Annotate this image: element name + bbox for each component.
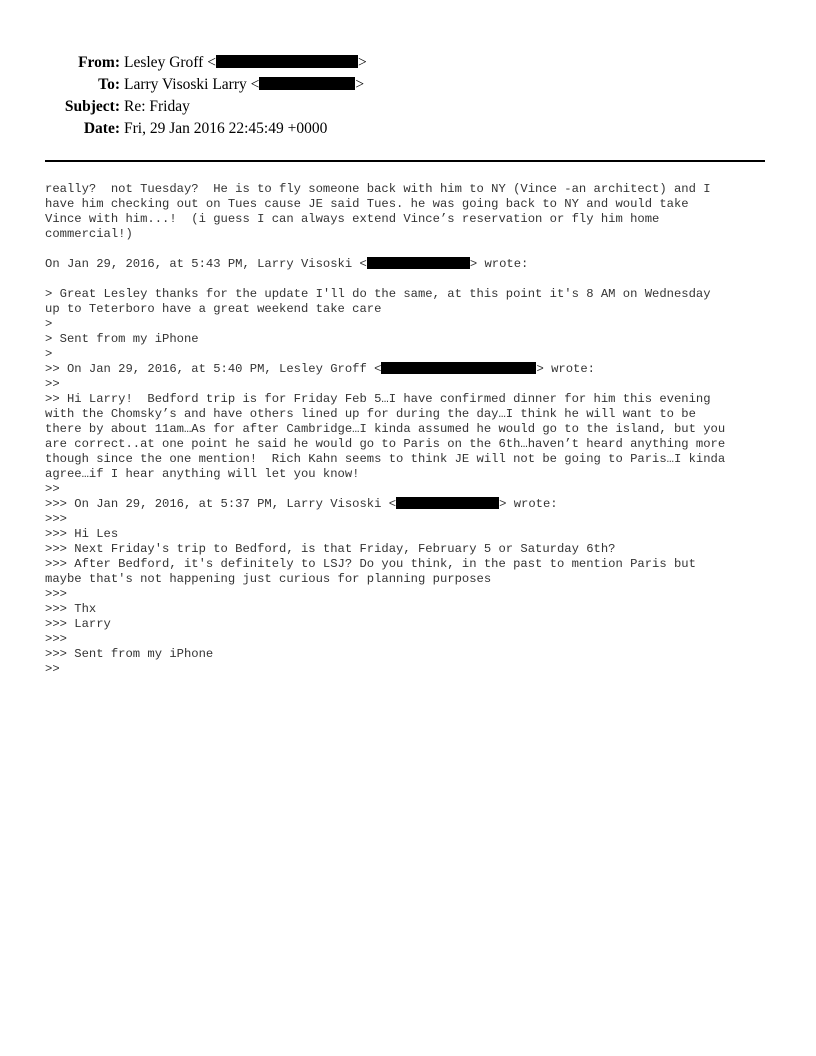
quote-header: >>> On Jan 29, 2016, at 5:37 PM, Larry Visoski < > wrote:: [45, 497, 558, 511]
body-line: >>> Thx: [45, 602, 97, 616]
subject-value: Re: Friday: [124, 98, 190, 115]
body-line: >>> Hi Les: [45, 527, 119, 541]
body-line: commercial!): [45, 227, 133, 241]
body-line: >>>: [45, 632, 67, 646]
redaction: [259, 77, 355, 90]
body-line: >>: [45, 377, 60, 391]
body-line: though since the one mention! Rich Kahn seems to think JE will not be going to Paris…I kinda: [45, 452, 726, 466]
body-line: > Sent from my iPhone: [45, 332, 199, 346]
blank-line: [45, 272, 785, 287]
body-line: up to Teterboro have a great weekend take care: [45, 302, 382, 316]
body-line: >>> Next Friday's trip to Bedford, is that Friday, February 5 or Saturday 6th?: [45, 542, 616, 556]
body-line: >>>: [45, 587, 67, 601]
message-body: [45, 182, 785, 677]
body-line: >> Hi Larry! Bedford trip is for Friday Feb 5…I have confirmed dinner for him this evening: [45, 392, 711, 406]
redaction: [381, 362, 536, 374]
body-line: >>>: [45, 512, 67, 526]
to-label: To:: [98, 76, 120, 93]
to-value: Larry Visoski Larry < >: [124, 76, 365, 93]
body-line: have him checking out on Tues cause JE said Tues. he was going back to NY and would take: [45, 197, 689, 211]
subject-label: Subject:: [64, 98, 120, 115]
body-line: with the Chomsky’s and have others lined up for during the day…I think he will want to be: [45, 407, 696, 421]
date-value: Fri, 29 Jan 2016 22:45:49 +0000: [124, 120, 328, 137]
body-line: are correct..at one point he said he would go to Paris on the 6th…haven’t heard anything more: [45, 437, 726, 451]
body-line: >>> After Bedford, it's definitely to LSJ? Do you think, in the past to mention Paris but: [45, 557, 696, 571]
body-line: >>> Larry: [45, 617, 111, 631]
quote-header: >> On Jan 29, 2016, at 5:40 PM, Lesley Groff < > wrote:: [45, 362, 595, 376]
body-line: really? not Tuesday? He is to fly someone back with him to NY (Vince -an architect) and I: [45, 182, 711, 196]
body-line: >>> Sent from my iPhone: [45, 647, 214, 661]
redaction: [216, 55, 358, 68]
body-line: >: [45, 317, 53, 331]
body-line: > Great Lesley thanks for the update I'll do the same, at this point it's 8 AM on Wednesday: [45, 287, 711, 301]
blank-line: [45, 242, 785, 257]
quote-header: On Jan 29, 2016, at 5:43 PM, Larry Visoski < > wrote:: [45, 257, 529, 271]
body-line: >>: [45, 482, 60, 496]
body-line: maybe that's not happening just curious for planning purposes: [45, 572, 492, 586]
body-line: agree…if I hear anything will let you know!: [45, 467, 360, 481]
body-line: Vince with him...! (i guess I can always extend Vince’s reservation or fly him home: [45, 212, 660, 226]
body-line: there by about 11am…As for after Cambridge…I kinda assumed he would go to the island, but you: [45, 422, 726, 436]
body-line: >: [45, 347, 53, 361]
from-label: From:: [78, 54, 120, 71]
redaction: [367, 257, 470, 269]
date-label: Date:: [83, 120, 120, 137]
from-value: Lesley Groff < >: [124, 54, 367, 71]
redaction: [396, 497, 499, 509]
body-line: >>: [45, 662, 60, 676]
header-divider: [45, 160, 765, 162]
